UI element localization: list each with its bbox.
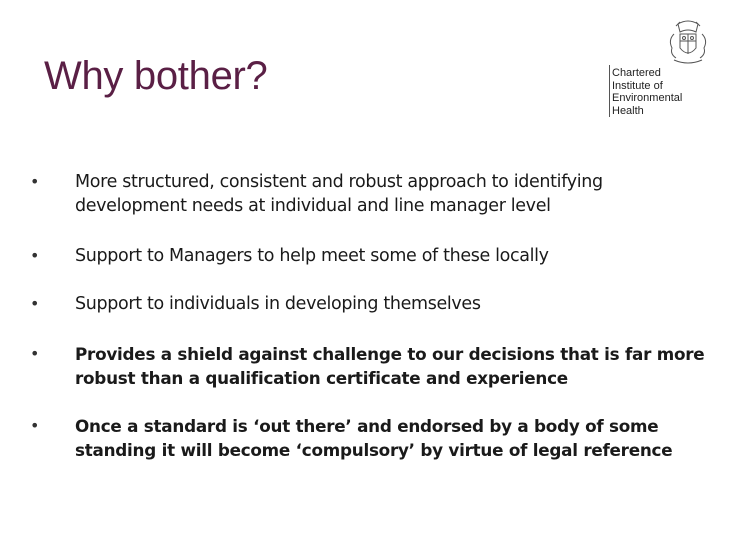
- logo-line: Environmental: [612, 92, 683, 104]
- bullet-text: Support to individuals in developing themselves: [75, 294, 481, 314]
- bullet-marker: •: [30, 344, 40, 363]
- bullet-text: Support to Managers to help meet some of these locally: [75, 246, 549, 266]
- bullet-marker: •: [30, 416, 40, 435]
- logo-line: Chartered: [612, 67, 661, 79]
- logo-wordmark: [612, 67, 682, 117]
- bullet-text: More structured, consistent and robust approach to identifying development needs at individual and line manager level: [75, 172, 603, 216]
- bullet-marker: •: [30, 294, 40, 313]
- bullet-text: Once a standard is ‘out there’ and endorsed by a body of some standing it will become ‘compulsory’ by virtue of legal reference: [75, 416, 673, 460]
- logo-line: Health: [612, 104, 644, 117]
- logo-line: Institute of: [612, 79, 663, 92]
- slide-title: Why bother?: [44, 54, 268, 98]
- coat-of-arms-icon: [664, 18, 712, 66]
- logo-divider: [609, 65, 610, 117]
- bullet-text: Provides a shield against challenge to our decisions that is far more robust than a qualification certificate and experience: [75, 344, 705, 388]
- bullet-marker: •: [30, 172, 40, 191]
- organization-logo: [612, 18, 708, 122]
- bullet-marker: •: [30, 246, 40, 265]
